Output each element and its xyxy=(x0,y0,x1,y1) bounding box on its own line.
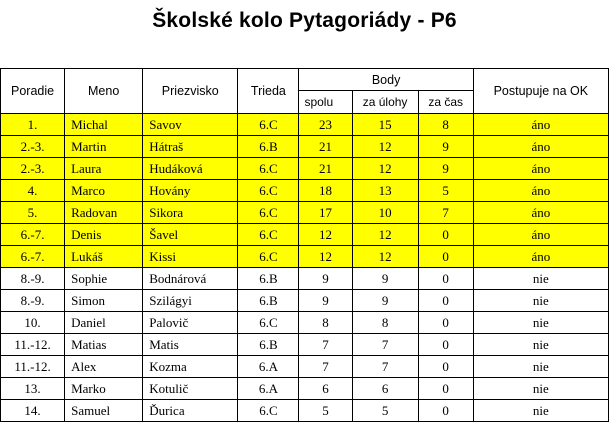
table-row xyxy=(1,224,609,246)
cell-priezvisko: Matis xyxy=(143,334,238,356)
table-row xyxy=(1,114,609,136)
cell-meno: Daniel xyxy=(65,312,143,334)
cell-priezvisko: Šavel xyxy=(143,224,238,246)
cell-priezvisko: Szilágyi xyxy=(143,290,238,312)
cell-poradie: 6.-7. xyxy=(1,246,65,268)
table-row xyxy=(1,180,609,202)
cell-trieda: 6.C xyxy=(238,400,299,422)
page-title: Školské kolo Pytagoriády - P6 xyxy=(152,9,457,32)
column-header-spolu: spolu xyxy=(299,91,352,114)
cell-poradie: 11.-12. xyxy=(1,356,65,378)
cell-trieda: 6.C xyxy=(238,158,299,180)
cell-poradie: 2.-3. xyxy=(1,136,65,158)
cell-priezvisko: Hátraš xyxy=(143,136,238,158)
cell-meno: Laura xyxy=(65,158,143,180)
cell-poradie: 14. xyxy=(1,400,65,422)
cell-postupuje: nie xyxy=(473,268,608,290)
cell-poradie: 2.-3. xyxy=(1,158,65,180)
cell-priezvisko: Bodnárová xyxy=(143,268,238,290)
cell-za-cas: 0 xyxy=(418,378,473,400)
cell-za-ulohy: 13 xyxy=(352,180,418,202)
cell-meno: Marco xyxy=(65,180,143,202)
column-header-meno: Meno xyxy=(65,69,143,114)
cell-trieda: 6.B xyxy=(238,334,299,356)
table-row xyxy=(1,158,609,180)
cell-za-cas: 0 xyxy=(418,400,473,422)
cell-za-ulohy: 12 xyxy=(352,136,418,158)
cell-trieda: 6.B xyxy=(238,136,299,158)
table-row xyxy=(1,290,609,312)
cell-poradie: 5. xyxy=(1,202,65,224)
table-row xyxy=(1,400,609,422)
cell-meno: Simon xyxy=(65,290,143,312)
cell-meno: Sophie xyxy=(65,268,143,290)
cell-trieda: 6.C xyxy=(238,114,299,136)
cell-trieda: 6.C xyxy=(238,180,299,202)
cell-za-ulohy: 9 xyxy=(352,268,418,290)
cell-priezvisko: Savov xyxy=(143,114,238,136)
cell-spolu: 18 xyxy=(299,180,352,202)
cell-priezvisko: Hudáková xyxy=(143,158,238,180)
cell-spolu: 7 xyxy=(299,356,352,378)
column-header-priezvisko: Priezvisko xyxy=(143,69,238,114)
cell-priezvisko: Kissi xyxy=(143,246,238,268)
cell-za-ulohy: 15 xyxy=(352,114,418,136)
cell-za-cas: 0 xyxy=(418,334,473,356)
cell-poradie: 13. xyxy=(1,378,65,400)
column-header-za-ulohy: za úlohy xyxy=(352,91,418,114)
cell-meno: Samuel xyxy=(65,400,143,422)
cell-priezvisko: Sikora xyxy=(143,202,238,224)
column-header-body: Body xyxy=(299,69,473,91)
cell-trieda: 6.A xyxy=(238,356,299,378)
table-row xyxy=(1,246,609,268)
cell-za-ulohy: 12 xyxy=(352,224,418,246)
cell-meno: Matias xyxy=(65,334,143,356)
cell-trieda: 6.A xyxy=(238,378,299,400)
cell-spolu: 6 xyxy=(299,378,352,400)
table-row xyxy=(1,312,609,334)
table-body xyxy=(1,114,609,422)
cell-spolu: 9 xyxy=(299,268,352,290)
cell-meno: Lukáš xyxy=(65,246,143,268)
column-header-postupuje: Postupuje na OK xyxy=(473,69,608,114)
table-header-row-1 xyxy=(1,69,609,91)
cell-postupuje: nie xyxy=(473,334,608,356)
cell-za-cas: 0 xyxy=(418,246,473,268)
cell-za-ulohy: 12 xyxy=(352,158,418,180)
cell-meno: Radovan xyxy=(65,202,143,224)
cell-meno: Martin xyxy=(65,136,143,158)
cell-poradie: 1. xyxy=(1,114,65,136)
cell-trieda: 6.C xyxy=(238,224,299,246)
cell-za-ulohy: 12 xyxy=(352,246,418,268)
table-row xyxy=(1,202,609,224)
cell-trieda: 6.C xyxy=(238,312,299,334)
cell-za-ulohy: 7 xyxy=(352,356,418,378)
cell-spolu: 12 xyxy=(299,224,352,246)
cell-spolu: 8 xyxy=(299,312,352,334)
cell-spolu: 12 xyxy=(299,246,352,268)
cell-spolu: 17 xyxy=(299,202,352,224)
cell-postupuje: áno xyxy=(473,246,608,268)
table-row xyxy=(1,268,609,290)
column-header-poradie: Poradie xyxy=(1,69,65,114)
title-area xyxy=(0,0,609,42)
cell-za-cas: 0 xyxy=(418,312,473,334)
cell-priezvisko: Kotulič xyxy=(143,378,238,400)
table-header xyxy=(1,69,609,114)
cell-postupuje: áno xyxy=(473,136,608,158)
cell-postupuje: áno xyxy=(473,224,608,246)
cell-postupuje: nie xyxy=(473,400,608,422)
cell-postupuje: áno xyxy=(473,114,608,136)
cell-poradie: 8.-9. xyxy=(1,268,65,290)
title-spacer xyxy=(0,42,609,68)
cell-priezvisko: Palovič xyxy=(143,312,238,334)
cell-za-cas: 0 xyxy=(418,268,473,290)
cell-postupuje: nie xyxy=(473,378,608,400)
cell-postupuje: áno xyxy=(473,180,608,202)
cell-za-ulohy: 10 xyxy=(352,202,418,224)
cell-spolu: 5 xyxy=(299,400,352,422)
cell-za-cas: 7 xyxy=(418,202,473,224)
cell-postupuje: áno xyxy=(473,158,608,180)
cell-trieda: 6.B xyxy=(238,268,299,290)
cell-trieda: 6.B xyxy=(238,290,299,312)
cell-spolu: 9 xyxy=(299,290,352,312)
column-header-za-cas: za čas xyxy=(418,91,473,114)
cell-za-ulohy: 8 xyxy=(352,312,418,334)
cell-priezvisko: Hovány xyxy=(143,180,238,202)
cell-meno: Marko xyxy=(65,378,143,400)
cell-postupuje: nie xyxy=(473,356,608,378)
cell-spolu: 21 xyxy=(299,136,352,158)
cell-za-cas: 8 xyxy=(418,114,473,136)
cell-poradie: 11.-12. xyxy=(1,334,65,356)
cell-za-cas: 0 xyxy=(418,290,473,312)
cell-za-cas: 9 xyxy=(418,158,473,180)
cell-postupuje: nie xyxy=(473,290,608,312)
cell-postupuje: nie xyxy=(473,312,608,334)
cell-priezvisko: Ďurica xyxy=(143,400,238,422)
cell-za-cas: 9 xyxy=(418,136,473,158)
table-row xyxy=(1,378,609,400)
cell-poradie: 4. xyxy=(1,180,65,202)
cell-za-cas: 0 xyxy=(418,224,473,246)
cell-poradie: 8.-9. xyxy=(1,290,65,312)
cell-poradie: 6.-7. xyxy=(1,224,65,246)
cell-za-ulohy: 9 xyxy=(352,290,418,312)
cell-meno: Alex xyxy=(65,356,143,378)
cell-za-cas: 0 xyxy=(418,356,473,378)
cell-postupuje: áno xyxy=(473,202,608,224)
cell-trieda: 6.C xyxy=(238,246,299,268)
cell-priezvisko: Kozma xyxy=(143,356,238,378)
table-row xyxy=(1,334,609,356)
column-header-trieda: Trieda xyxy=(238,69,299,114)
cell-za-cas: 5 xyxy=(418,180,473,202)
table-row xyxy=(1,356,609,378)
cell-za-ulohy: 5 xyxy=(352,400,418,422)
results-table xyxy=(0,68,609,422)
cell-za-ulohy: 6 xyxy=(352,378,418,400)
cell-za-ulohy: 7 xyxy=(352,334,418,356)
cell-meno: Michal xyxy=(65,114,143,136)
cell-spolu: 23 xyxy=(299,114,352,136)
cell-spolu: 21 xyxy=(299,158,352,180)
cell-poradie: 10. xyxy=(1,312,65,334)
table-row xyxy=(1,136,609,158)
cell-spolu: 7 xyxy=(299,334,352,356)
cell-meno: Denis xyxy=(65,224,143,246)
cell-trieda: 6.C xyxy=(238,202,299,224)
